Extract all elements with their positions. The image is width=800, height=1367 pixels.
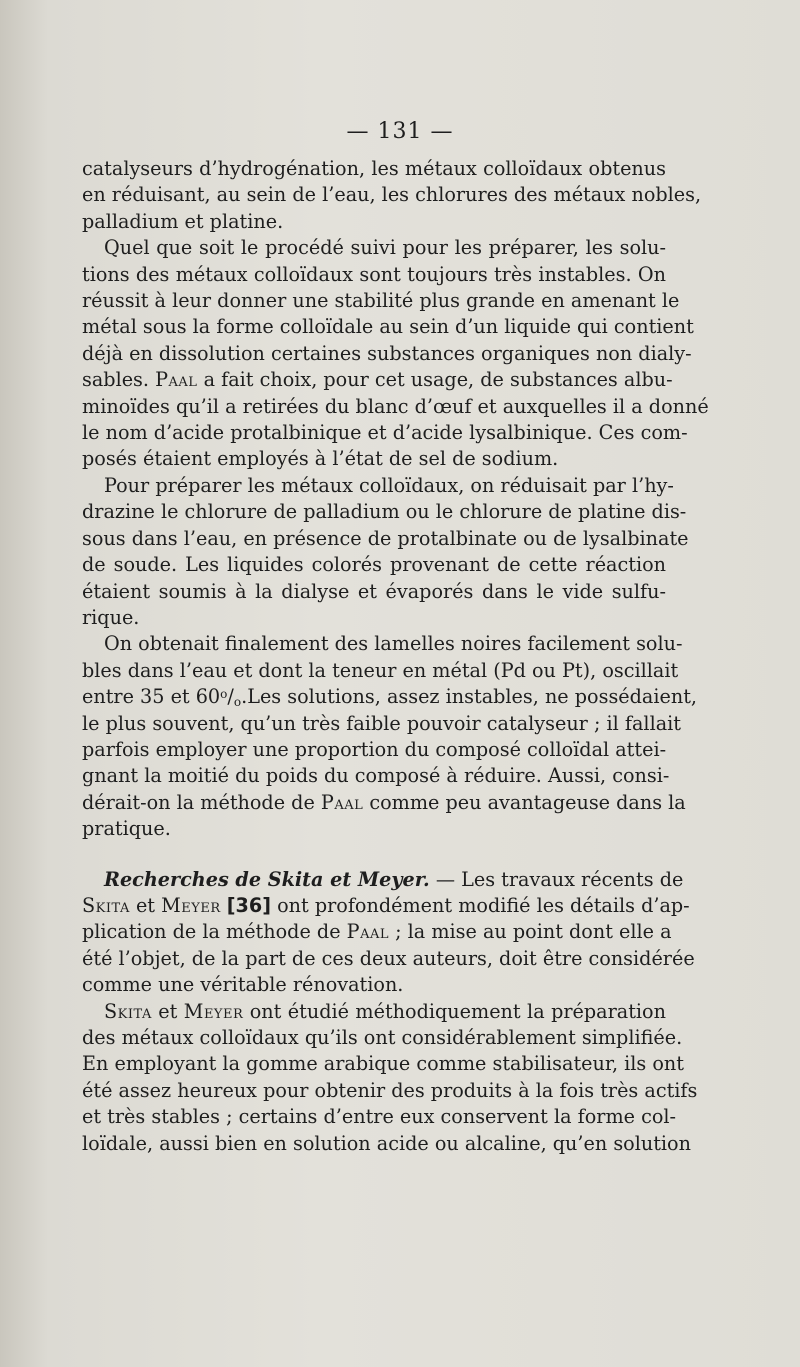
text-run: Les solutions, assez instables, ne possédaient, (247, 685, 698, 709)
text-line: le plus souvent, qu’un très faible pouvoir catalyseur ; il fallait (82, 711, 681, 735)
text-run: ont étudié méthodiquement la préparation (249, 999, 666, 1023)
author-name: Paal (320, 790, 364, 814)
text-line: tions des métaux colloïdaux sont toujours très instables. On (82, 262, 666, 286)
text-line: gnant la moitié du poids du composé à réduire. Aussi, consi- (82, 764, 670, 788)
text-line: sous dans l’eau, en présence de protalbinate ou de lysalbinate (82, 526, 689, 550)
text-line: bles dans l’eau et dont la teneur en métal (Pd ou Pt), oscillait (82, 658, 679, 682)
text-line: parfois employer une proportion du composé colloïdal attei- (82, 737, 667, 761)
author-name: Meyer (161, 893, 221, 917)
text-run: et (135, 893, 156, 917)
text-line: étaient soumis à la dialyse et évaporés dans le vide sulfu- (82, 579, 666, 603)
text-line: en réduisant, au sein de l’eau, les chlorures des métaux nobles, (82, 183, 702, 207)
text-line (82, 893, 690, 919)
text-line: palladium et platine. (82, 209, 284, 233)
page-body (82, 156, 709, 1157)
text-line: le nom d’acide protalbinique et d’acide lysalbinique. Ces com- (82, 421, 688, 445)
text-line: En employant la gomme arabique comme stabilisateur, ils ont (82, 1052, 684, 1076)
text-line (82, 867, 684, 893)
text-line: posés étaient employés à l’état de sel de sodium. (82, 447, 559, 471)
text-line (82, 790, 686, 816)
text-run: plication de la méthode de (82, 920, 341, 944)
author-name: Paal (155, 368, 198, 392)
text-line: été assez heureux pour obtenir des produits à la fois très actifs (82, 1078, 698, 1102)
text-line: Quel que soit le procédé suivi pour les préparer, les solu- (104, 236, 666, 260)
text-run: sables. (82, 368, 150, 392)
text-line: minoïdes qu’il a retirées du blanc d’œuf et auxquelles il a donné (82, 394, 709, 418)
text-run: — Les travaux récents de (435, 867, 684, 891)
percent-sign: $^o/_o$. (220, 685, 248, 710)
author-name: Meyer (183, 999, 244, 1023)
text-line (82, 367, 673, 393)
text-run: a fait choix, pour cet usage, de substances albu- (203, 368, 673, 392)
author-name: Skita (82, 893, 130, 917)
text-run: comme peu avantageuse dans la (369, 790, 686, 814)
text-line: des métaux colloïdaux qu’ils ont considérablement simplifiée. (82, 1026, 683, 1049)
text-line: rique. (82, 605, 140, 629)
text-line (82, 684, 698, 710)
text-run: ; la mise au point dont elle a (395, 920, 672, 944)
text-line: de soude. Les liquides colorés provenant de cette réaction (82, 553, 666, 577)
text-line: On obtenait finalement des lamelles noires facilement solu- (104, 632, 683, 656)
text-run: entre 35 et 60 (82, 685, 221, 709)
text-line: pratique. (82, 817, 171, 841)
text-line: drazine le chlorure de palladium ou le chlorure de platine dis- (82, 500, 687, 524)
section-heading: Recherches de Skita et Meyer. (104, 867, 430, 891)
author-name: Paal (346, 920, 389, 944)
text-line: et très stables ; certains d’entre eux conservent la forme col- (82, 1105, 677, 1129)
reference-number: [36] (226, 893, 271, 917)
text-line: comme une véritable rénovation. (82, 973, 404, 997)
page-number: — 131 — (346, 119, 454, 144)
text-line: Pour préparer les métaux colloïdaux, on réduisait par l’hy- (104, 473, 674, 497)
text-line: réussit à leur donner une stabilité plus grande en amenant le (82, 289, 680, 313)
section-gap (82, 843, 666, 867)
text-line: loïdale, aussi bien en solution acide ou alcaline, qu’en solution (82, 1131, 691, 1155)
text-line: métal sous la forme colloïdale au sein d’un liquide qui contient (82, 315, 694, 339)
text-run: et (158, 999, 178, 1023)
author-name: Skita (104, 999, 152, 1023)
text-line (82, 919, 672, 945)
text-line: déjà en dissolution certaines substances organiques non dialy- (82, 341, 692, 365)
text-line: catalyseurs d’hydrogénation, les métaux colloïdaux obtenus (82, 157, 666, 180)
text-line: été l’objet, de la part de ces deux auteurs, doit être considérée (82, 946, 695, 970)
text-run: ont profondément modifié les détails d’ap- (277, 893, 690, 917)
text-run: dérait-on la méthode de (82, 790, 315, 814)
text-line (82, 999, 666, 1025)
